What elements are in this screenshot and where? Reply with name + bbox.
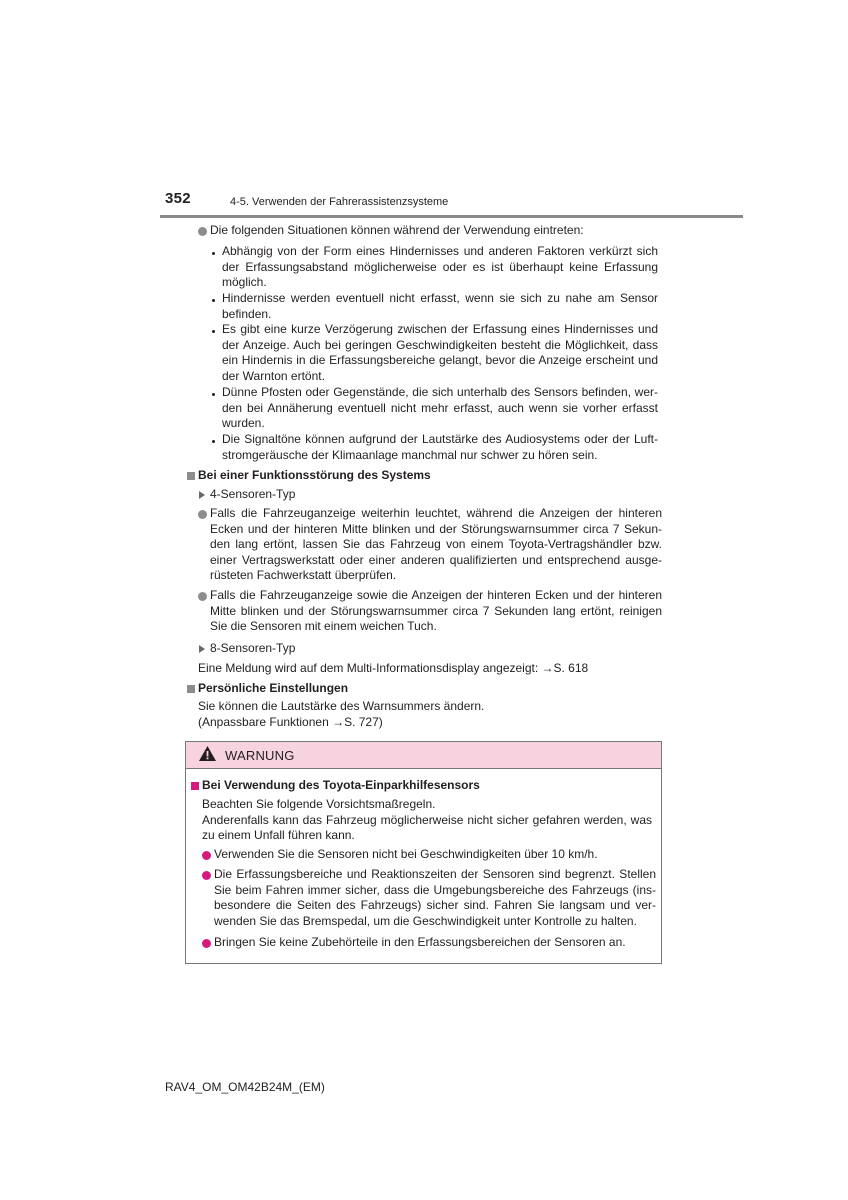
intro-item (222, 291, 658, 322)
display-message-text: Eine Meldung wird auf dem Multi-Informationsdisplay angezeigt: →S. 618 (198, 661, 589, 675)
warning-item: Verwenden Sie die Sensoren nicht bei Geschwindigkeiten über 10 km/h. (214, 847, 598, 861)
square-bullet-icon (191, 782, 199, 790)
square-bullet-icon (187, 472, 195, 480)
text-line: Falls die Fahrzeuganzeige weiterhin leuchtet, während die Anzeigen der hinteren (210, 506, 662, 520)
text-line: der Anzeige. Auch bei geringen Geschwindigkeiten besteht die Möglichkeit, dass (222, 337, 658, 352)
text-line: Sie die Sensoren mit einem weichen Tuch. (210, 619, 437, 634)
warning-label: WARNUNG (225, 748, 295, 763)
warning-item (214, 867, 656, 929)
intro-item (222, 244, 658, 291)
text-line: Ecken und der hinteren Mitte blinken und der Störungswarnsummer circa 7 Sekun- (210, 521, 662, 536)
text-line: befinden. (222, 306, 272, 321)
text-line: der Warnton ertönt. (222, 368, 325, 383)
text-line: ein Hindernis in die Erfassungsbereiche gelangt, bevor die Anzeige erscheint und (222, 353, 658, 368)
square-bullet-icon (187, 685, 195, 693)
dot-bullet-icon (212, 440, 215, 443)
text-line: Beachten Sie folgende Vorsichtsmaßregeln. (202, 797, 436, 811)
text-line: möglich. (222, 275, 267, 290)
dot-bullet-icon (212, 393, 215, 396)
section-title: 4-5. Verwenden der Fahrerassistenzsysteme (230, 196, 449, 208)
text-line: stromgeräusche der Klimaanlage manchmal nur schwer zu hören sein. (222, 447, 598, 462)
malfunction-item (210, 506, 662, 584)
personal-text: Sie können die Lautstärke des Warnsummers ändern. (198, 699, 485, 713)
malfunction-heading: Bei einer Funktionsstörung des Systems (198, 468, 431, 482)
pink-bullet-icon (202, 851, 211, 860)
intro-item (222, 322, 658, 384)
warning-intro (202, 797, 652, 844)
text-line: der Erfassungsabstand möglicherweise oder es ist überhaupt keine Erfassung (222, 259, 658, 274)
text-line: Sie beim Fahren immer sicher, dass die Umgebungsbereiche des Fahrzeugs (ins- (214, 882, 656, 897)
circle-bullet-icon (198, 227, 207, 236)
warning-item: Bringen Sie keine Zubehörteile in den Erfassungsbereichen der Sensoren an. (214, 935, 626, 949)
page-number: 352 (165, 190, 191, 207)
text-line: zu einem Unfall führen kann. (202, 828, 355, 843)
triangle-bullet-icon (199, 491, 205, 499)
text-line: Abhängig von der Form eines Hindernisses und anderen Faktoren verkürzt sich (222, 244, 658, 258)
text-line: rüsteten Fachwerkstatt überprüfen. (210, 568, 397, 583)
text-line: wurden. (222, 416, 265, 431)
dot-bullet-icon (212, 330, 215, 333)
malfunction-item (210, 588, 662, 635)
pink-bullet-icon (202, 939, 211, 948)
text-line: Hindernisse werden eventuell nicht erfasst, wenn sie sich zu nahe am Sensor (222, 291, 658, 305)
text-line: Anderenfalls kann das Fahrzeug möglicherweise nicht sicher gefahren werden, was (202, 812, 652, 827)
text-line: Mitte blinken und der Störungswarnsummer circa 7 Sekunden lang ertönt, reinigen (210, 603, 662, 618)
text-line: Die Signaltöne können aufgrund der Lautstärke des Audiosystems oder der Luft- (222, 432, 658, 446)
sensor-type-8: 8-Sensoren-Typ (210, 641, 296, 655)
text-line: Dünne Pfosten oder Gegenstände, die sich unterhalb des Sensors befinden, wer- (222, 385, 658, 399)
intro-item (222, 432, 658, 463)
personal-heading: Persönliche Einstellungen (198, 681, 349, 695)
text-line: besondere die Seiten des Fahrzeugs) sicher sind. Fahren Sie langsam und ver- (214, 898, 656, 913)
footer-code: RAV4_OM_OM42B24M_(EM) (165, 1080, 325, 1094)
text-line: den bei Annäherung eventuell nicht mehr erfasst, auch wenn sie vorher erfasst (222, 400, 658, 415)
text-line: Die Erfassungsbereiche und Reaktionszeiten der Sensoren sind begrenzt. Stellen (214, 867, 656, 881)
circle-bullet-icon (198, 592, 207, 601)
warning-heading: Bei Verwendung des Toyota-Einparkhilfesensors (202, 778, 480, 792)
sensor-type-4: 4-Sensoren-Typ (210, 487, 296, 501)
text-line: den lang ertönt, lassen Sie das Fahrzeug von einem Toyota-Vertragshändler bzw. (210, 537, 662, 552)
text-line: Falls die Fahrzeuganzeige sowie die Anzeigen der hinteren Ecken und der hinteren (210, 588, 662, 602)
intro-lead: Die folgenden Situationen können während der Verwendung eintreten: (210, 223, 584, 237)
pink-bullet-icon (202, 871, 211, 880)
dot-bullet-icon (212, 299, 215, 302)
triangle-bullet-icon (199, 645, 205, 653)
header-rule (160, 215, 743, 218)
warning-triangle-icon (198, 745, 217, 762)
dot-bullet-icon (212, 252, 215, 255)
circle-bullet-icon (198, 510, 207, 519)
intro-item (222, 385, 658, 432)
text-line: einer Vertragswerkstatt oder einer anderen qualifizierten und entsprechend ausge- (210, 552, 662, 567)
text-line: Es gibt eine kurze Verzögerung zwischen der Erfassung eines Hindernisses und (222, 322, 658, 336)
text-line: wenden Sie das Bremspedal, um die Geschwindigkeit unter Kontrolle zu halten. (214, 913, 637, 928)
personal-reference: (Anpassbare Funktionen →S. 727) (198, 715, 383, 729)
